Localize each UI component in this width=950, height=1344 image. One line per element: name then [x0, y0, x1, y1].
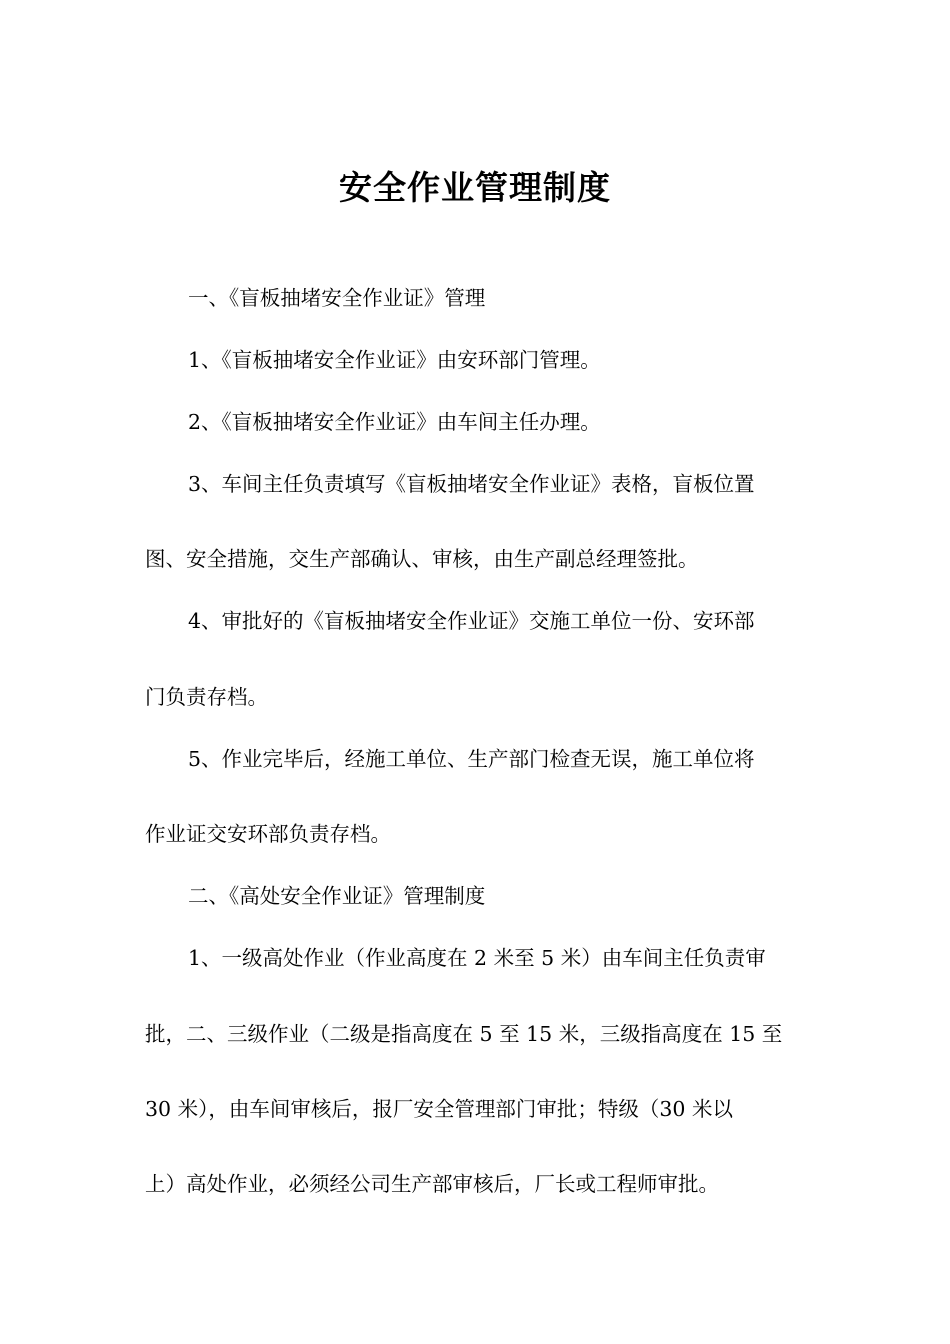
paragraph-line: 1、《盲板抽堵安全作业证》由安环部门管理。	[188, 348, 601, 372]
paragraph-line: 1、一级高处作业（作业高度在 2 米至 5 米）由车间主任负责审	[188, 946, 766, 970]
paragraph-line: 批，二、三级作业（二级是指高度在 5 至 15 米，三级指高度在 15 至	[145, 1022, 783, 1046]
paragraph-line: 2、《盲板抽堵安全作业证》由车间主任办理。	[188, 410, 601, 434]
paragraph-line: 上）高处作业，必须经公司生产部审核后，厂长或工程师审批。	[145, 1172, 719, 1196]
section-heading-2: 二、《高处安全作业证》管理制度	[188, 884, 486, 908]
paragraph-line: 作业证交安环部负责存档。	[145, 822, 391, 846]
paragraph-line: 3、车间主任负责填写《盲板抽堵安全作业证》表格，盲板位置	[188, 472, 755, 496]
document-title: 安全作业管理制度	[339, 168, 611, 207]
paragraph-line: 4、审批好的《盲板抽堵安全作业证》交施工单位一份、安环部	[188, 609, 755, 633]
paragraph-line: 图、安全措施，交生产部确认、审核，由生产副总经理签批。	[145, 547, 699, 571]
paragraph-line: 门负责存档。	[145, 685, 268, 709]
paragraph-line: 5、作业完毕后，经施工单位、生产部门检查无误，施工单位将	[188, 747, 755, 771]
section-heading-1: 一、《盲板抽堵安全作业证》管理	[188, 286, 486, 310]
paragraph-line: 30 米），由车间审核后，报厂安全管理部门审批；特级（30 米以	[145, 1097, 733, 1121]
